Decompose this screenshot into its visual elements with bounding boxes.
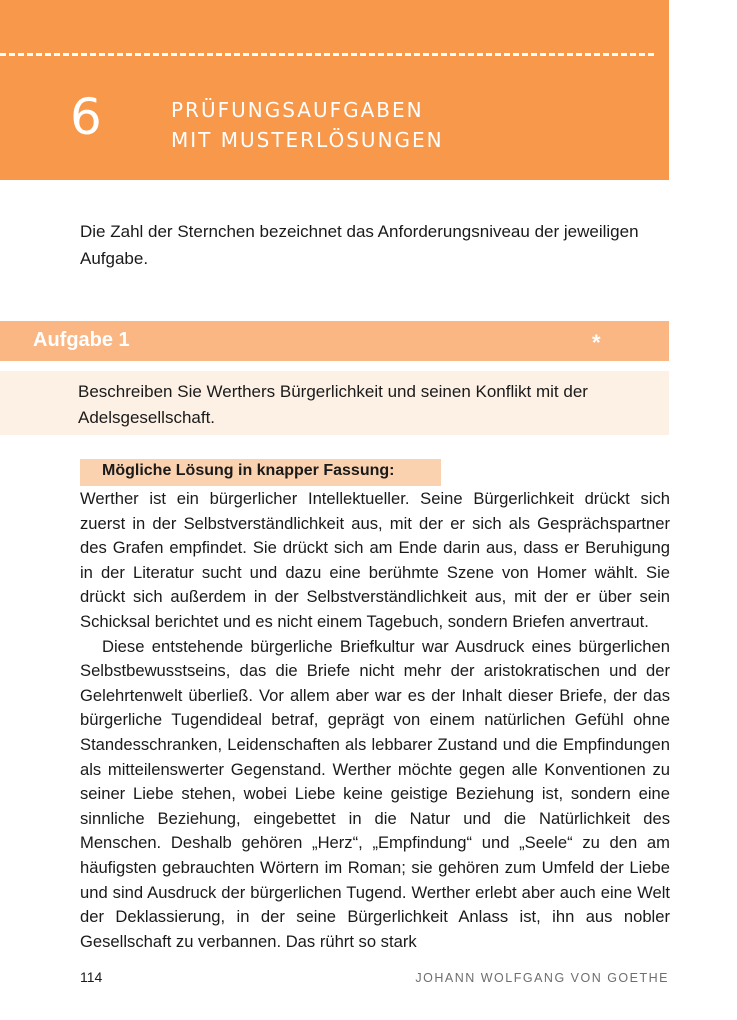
solution-paragraph: Diese entstehende bürgerliche Briefkultur war Ausdruck eines bürgerlichen Selbstbewusstseins, das die Briefe nicht mehr der aristokratischen und der Gelehrtenwelt überließ. Vor allem aber war es der Inhalt dieser Briefe, der das bürgerliche Tugendideal betraf, geprägt von einem natürlichen Gefühl ohne Standesschranken, Leidenschaften als lebbarer Zustand und die Empfindungen als mitteilenswerter Gegenstand. Werther möchte gegen alle Konventionen zu seiner Liebe stehen, wobei Liebe keine geistige Beziehung ist, sondern eine sinnliche Beziehung, eingebettet in die Natur und die Natürlichkeit des Menschen. Deshalb gehören „Herz“, „Empfindung“ und „Seele“ zu den am häufigsten gebrauchten Wörtern im Roman; sie gehören zum Umfeld der Liebe und sind Ausdruck der bürgerlichen Tugend. Werther erlebt aber auch eine Welt der Deklassierung, in der seine Bürgerlichkeit Anlass ist, ihn aus nobler Gesellschaft zu verbannen. Das rührt so stark — [80, 636, 670, 951]
chapter-banner — [0, 0, 669, 180]
task-question-box — [0, 371, 669, 435]
task-label: Aufgabe 1 — [33, 329, 130, 351]
page-number: 114 — [80, 969, 103, 985]
difficulty-star-icon: * — [592, 330, 601, 355]
chapter-number: 6 — [70, 88, 102, 146]
solution-paragraph: Werther ist ein bürgerlicher Intellektueller. Seine Bürgerlichkeit drückt sich zuerst in der Selbstverständlichkeit aus, mit der er sich als Gesprächspartner des Grafen empfindet. Sie drückt sich am Ende darin aus, dass er Beruhigung in der Literatur sucht und dazu eine berühmte Szene von Homer wählt. Sie drückt sich außerdem in der Selbstverständlichkeit aus, mit der er über sein Schicksal berichtet und es nicht einem Tagebuch, sondern Briefen anvertraut. — [80, 489, 670, 631]
chapter-title — [171, 95, 444, 155]
task-question: Beschreiben Sie Werthers Bürgerlichkeit und seinen Konflikt mit der Adelsgesellschaft. — [78, 382, 588, 427]
solution-body — [80, 487, 670, 954]
task-header-bar — [0, 321, 669, 361]
intro-text: Die Zahl der Sternchen bezeichnet das Anforderungsniveau der jeweiligen Aufgabe. — [80, 222, 639, 268]
solution-label: Mögliche Lösung in knapper Fassung: — [102, 462, 395, 479]
running-head: JOHANN WOLFGANG VON GOETHE — [415, 971, 669, 985]
solution-label-box — [80, 459, 441, 486]
dashed-divider — [0, 53, 654, 56]
chapter-title-line2: MIT MUSTERLÖSUNGEN — [171, 128, 444, 152]
chapter-title-line1: PRÜFUNGSAUFGABEN — [171, 98, 424, 122]
